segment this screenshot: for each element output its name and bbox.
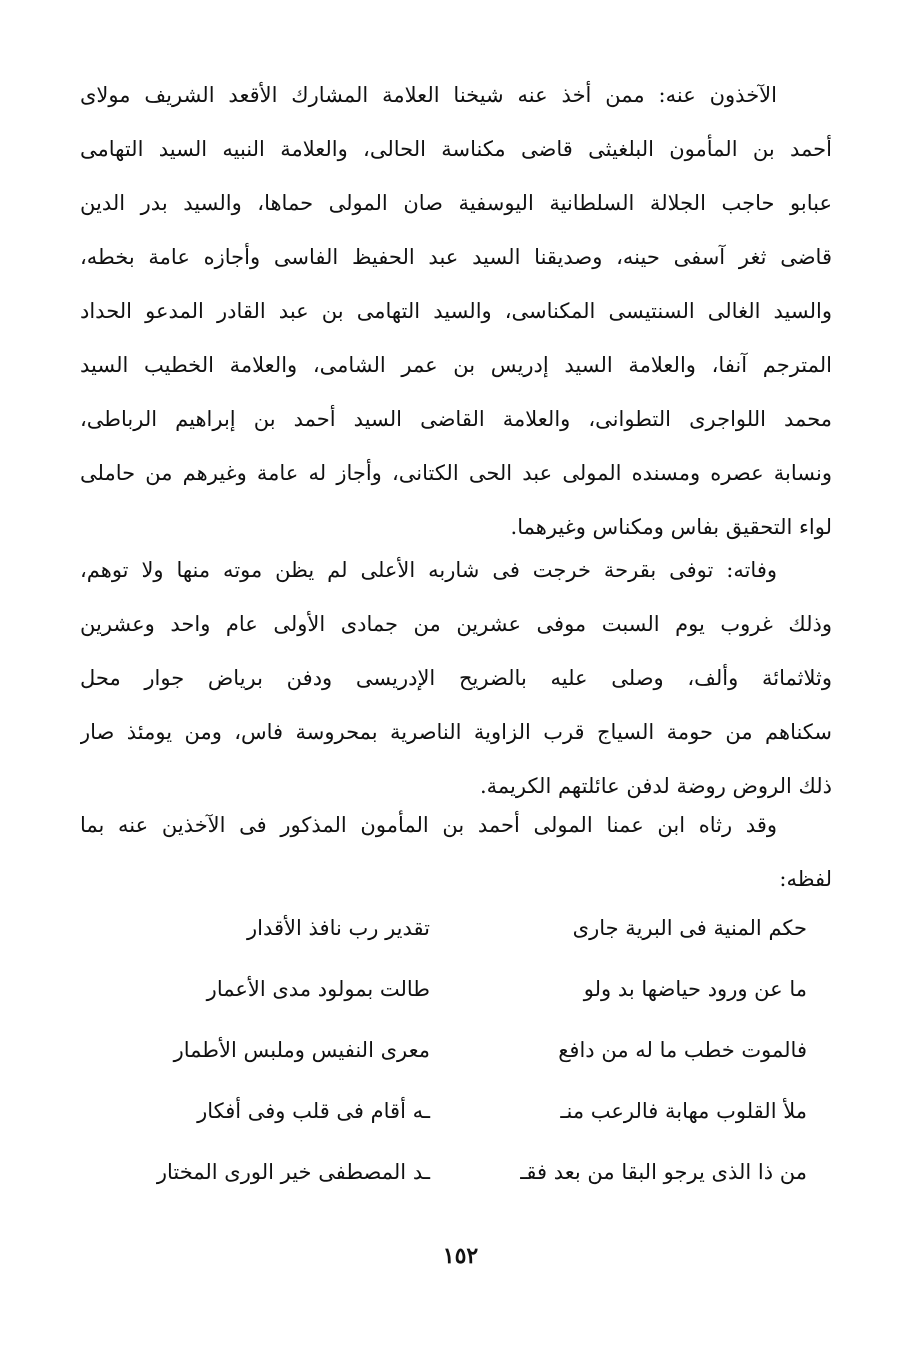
verse-first-hemistich: فالموت خطب ما له من دافع	[558, 1038, 807, 1062]
text-line: قاضى ثغر آسفى حينه، وصديقنا السيد عبد الحفيظ الفاسى وأجازه عامة بخطه،	[80, 245, 832, 269]
verse-first-hemistich: ما عن ورود حياضها بد ولو	[583, 977, 807, 1001]
poem	[80, 898, 832, 1203]
text-line: سكناهم من حومة السياج قرب الزاوية الناصرية بمحروسة فاس، ومن يومئذ صار	[80, 720, 832, 744]
poem-verse	[80, 1142, 832, 1203]
verse-second-hemistich: ـد المصطفى خير الورى المختار	[156, 1160, 430, 1184]
verse-second-hemistich: طالت بمولود مدى الأعمار	[206, 977, 430, 1001]
poem-verse	[80, 959, 832, 1020]
text-line: وذلك غروب يوم السبت موفى عشرين من جمادى الأولى عام واحد وعشرين	[80, 612, 832, 636]
paragraph-death	[80, 543, 832, 813]
text-line: لواء التحقيق بفاس ومكناس وغيرهما.	[510, 515, 832, 539]
text-line: الآخذون عنه: ممن أخذ عنه شيخنا العلامة المشارك الأقعد الشريف مولاى	[80, 83, 777, 107]
poem-verse	[80, 898, 832, 959]
verse-first-hemistich: من ذا الذى يرجو البقا من بعد فقـ	[520, 1160, 807, 1184]
text-line: المترجم آنفا، والعلامة السيد إدريس بن عمر الشامى، والعلامة الخطيب السيد	[80, 353, 832, 377]
text-line: وثلاثمائة وألف، وصلى عليه بالضريح الإدريسى ودفن برياض جوار محل	[80, 666, 832, 690]
text-line: أحمد بن المأمون البلغيثى قاضى مكناسة الحالى، والعلامة النبيه السيد التهامى	[80, 137, 832, 161]
verse-second-hemistich: ـه أقام فى قلب وفى أفكار	[197, 1099, 430, 1123]
text-line: وفاته: توفى بقرحة خرجت فى شاربه الأعلى لم يظن موته منها ولا توهم،	[80, 558, 777, 582]
poem-verse	[80, 1081, 832, 1142]
paragraph-students	[80, 68, 832, 554]
text-line: لفظه:	[779, 867, 832, 891]
text-line: والسيد الغالى السنتيسى المكناسى، والسيد التهامى بن عبد القادر المدعو الحداد	[80, 299, 832, 323]
text-line: عبابو حاجب الجلالة السلطانية اليوسفية صان المولى حماها، والسيد بدر الدين	[80, 191, 832, 215]
paragraph-elegy-intro	[80, 798, 832, 906]
verse-second-hemistich: معرى النفيس وملبس الأطمار	[173, 1038, 430, 1062]
page-number: ١٥٢	[442, 1243, 479, 1269]
poem-verse	[80, 1020, 832, 1081]
text-line: ذلك الروض روضة لدفن عائلتهم الكريمة.	[479, 774, 832, 798]
text-line: وقد رثاه ابن عمنا المولى أحمد بن المأمون المذكور فى الآخذين عنه بما	[80, 813, 777, 837]
text-line: ونسابة عصره ومسنده المولى عبد الحى الكتانى، وأجاز له عامة وغيرهم من حاملى	[80, 461, 832, 485]
verse-first-hemistich: حكم المنية فى البرية جارى	[572, 916, 807, 940]
verse-first-hemistich: ملأ القلوب مهابة فالرعب منـ	[560, 1099, 807, 1123]
verse-second-hemistich: تقدير رب نافذ الأقدار	[246, 916, 430, 940]
text-line: محمد اللواجرى التطوانى، والعلامة القاضى السيد أحمد بن إبراهيم الرباطى،	[80, 407, 832, 431]
